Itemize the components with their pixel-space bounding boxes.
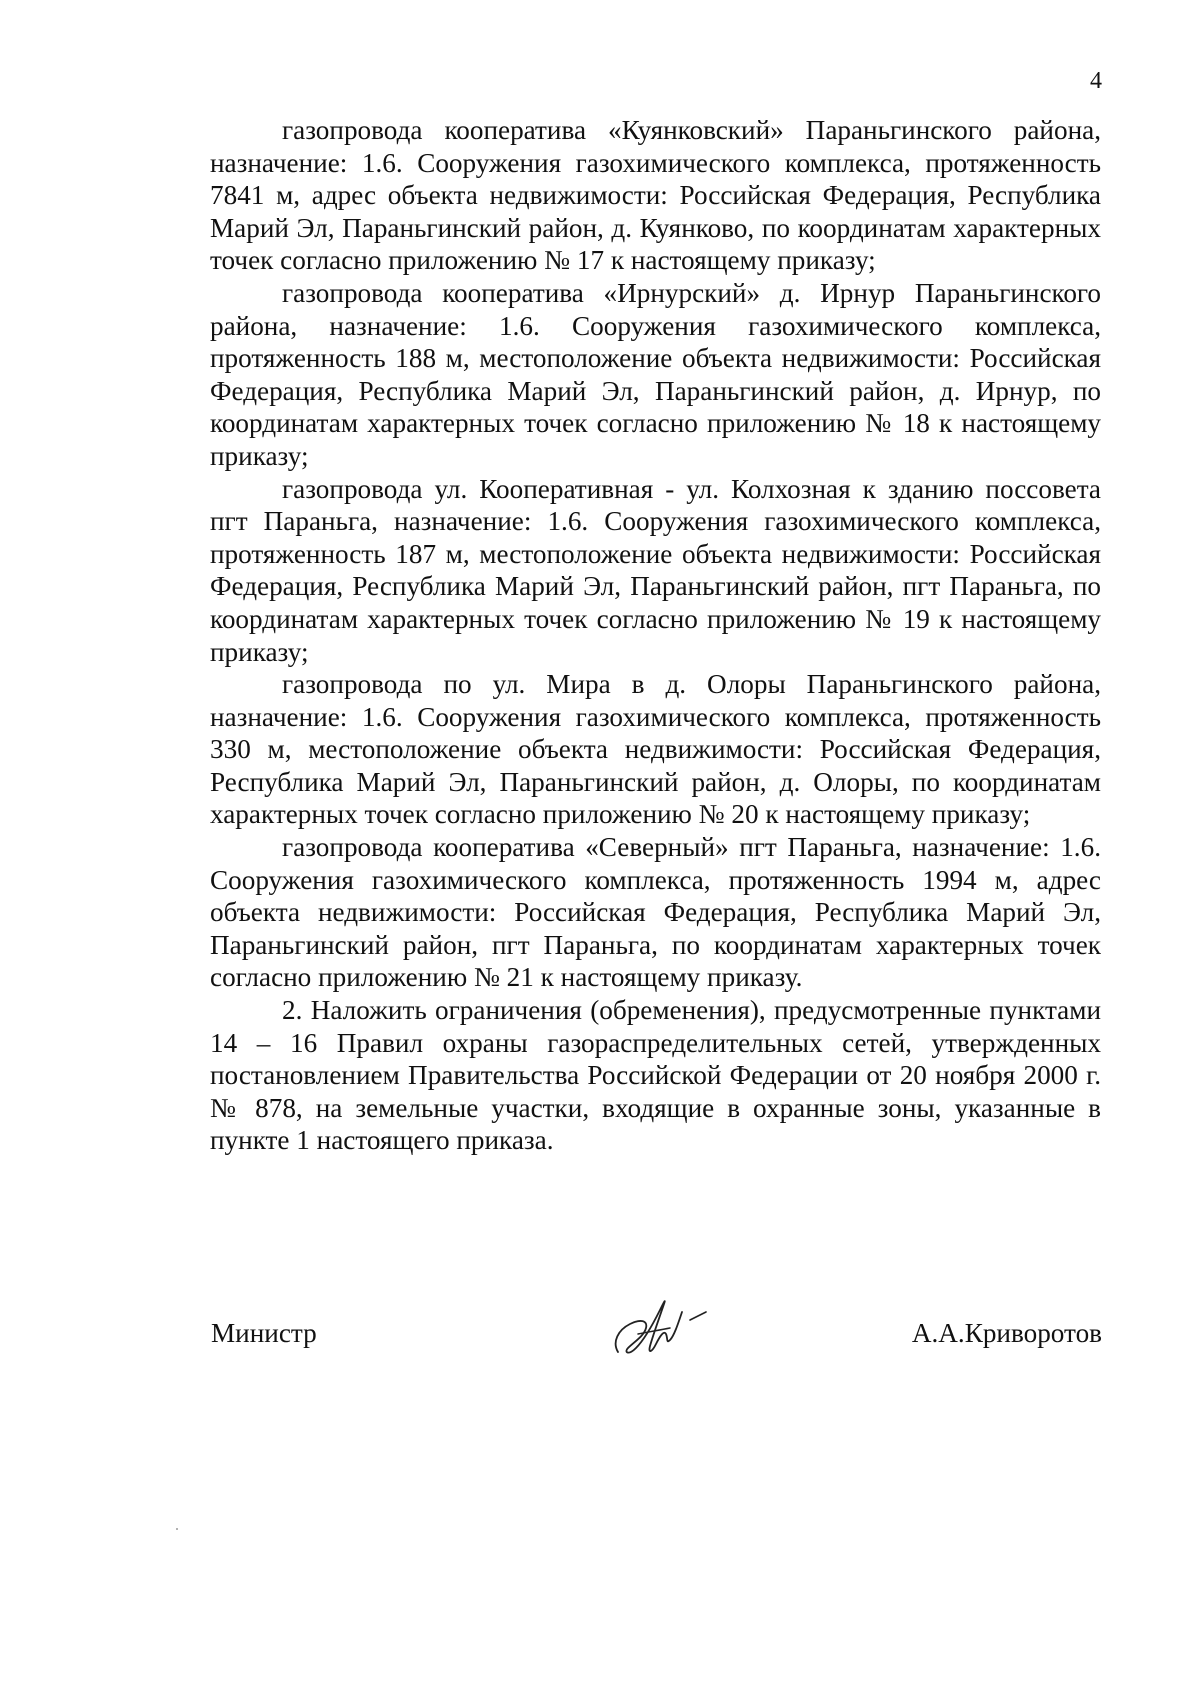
paragraph: газопровода кооператива «Ирнурский» д. Ирнур Параньгинского района, назначение: 1.6. Сооружения газохимического комплекса, протяженность 188 м, местоположение объекта недвижимости: Российская Федерация, Республика Марий Эл, Параньгинский район, д. Ирнур, по координатам характерных точек согласно приложению № 18 к настоящему приказу; xyxy=(210,277,1101,471)
document-body xyxy=(210,114,1101,1157)
handwritten-signature xyxy=(608,1290,718,1370)
paragraph: 2. Наложить ограничения (обременения), предусмотренные пунктами 14 – 16 Правил охраны газораспределительных сетей, утвержденных постановлением Правительства Российской Федерации от 20 ноября 2000 г. № 878, на земельные участки, входящие в охранные зоны, указанные в пункте 1 настоящего приказа. xyxy=(210,995,1101,1156)
signatory-title: Министр xyxy=(211,1318,317,1348)
scan-speck xyxy=(176,1528,178,1530)
signatory-name: А.А.Криворотов xyxy=(911,1318,1102,1348)
paragraph: газопровода кооператива «Куянковский» Параньгинского района, назначение: 1.6. Сооружения газохимического комплекса, протяженность 7841 м, адрес объекта недвижимости: Российская Федерация, Республика Марий Эл, Параньгинский район, д. Куянково, по координатам характерных точек согласно приложению № 17 к настоящему приказу; xyxy=(210,115,1101,276)
paragraph: газопровода кооператива «Северный» пгт Параньга, назначение: 1.6. Сооружения газохимического комплекса, протяженность 1994 м, адрес объекта недвижимости: Российская Федерация, Республика Марий Эл, Параньгинский район, пгт Параньга, по координатам характерных точек согласно приложению № 21 к настоящему приказу. xyxy=(210,832,1101,993)
paragraph: газопровода ул. Кооперативная - ул. Колхозная к зданию поссовета пгт Параньга, назначение: 1.6. Сооружения газохимического комплекса, протяженность 187 м, местоположение объекта недвижимости: Российская Федерация, Республика Марий Эл, Параньгинский район, пгт Параньга, по координатам характерных точек согласно приложению № 19 к настоящему приказу; xyxy=(210,473,1101,667)
paragraph: газопровода по ул. Мира в д. Олоры Параньгинского района, назначение: 1.6. Сооружения газохимического комплекса, протяженность 330 м, местоположение объекта недвижимости: Российская Федерация, Республика Марий Эл, Параньгинский район, д. Олоры, по координатам характерных точек согласно приложению № 20 к настоящему приказу; xyxy=(210,669,1101,830)
page-number: 4 xyxy=(1090,68,1102,94)
